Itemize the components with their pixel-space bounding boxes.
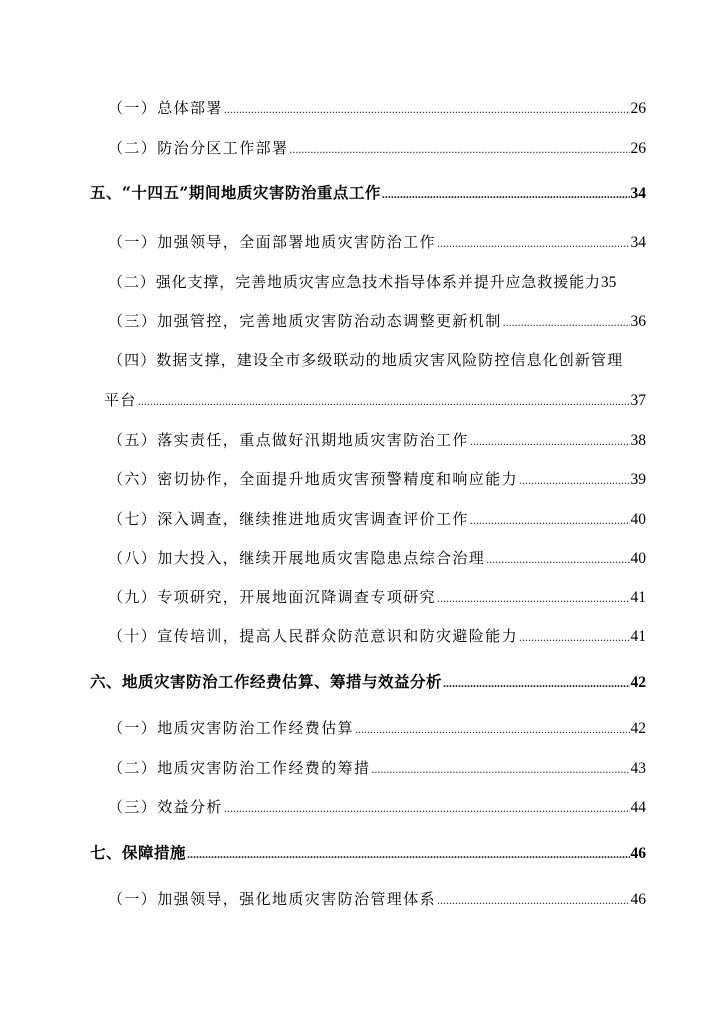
toc-entry-label: （二）地质灾害防治工作经费的筹措 (108, 759, 371, 777)
dot-leader (187, 842, 629, 866)
toc-entry[interactable] (108, 624, 646, 648)
toc-entry-label: （十）宣传培训，提高人民群众防范意识和防灾避险能力 (108, 627, 519, 645)
toc-chapter-entry[interactable] (90, 670, 646, 694)
toc-entry-page: 37 (630, 392, 646, 409)
toc-entry[interactable] (108, 136, 646, 160)
toc-entry-label: （一）总体部署 (108, 99, 223, 117)
toc-entry-page: 41 (630, 589, 646, 606)
toc-entry-label-line1[interactable]: （四）数据支撑，建设全市多级联动的地质灾害风险防控信息化创新管理 (108, 351, 624, 369)
toc-entry[interactable] (108, 795, 646, 819)
dot-leader (470, 508, 630, 532)
toc-chapter-label: 七、保障措施 (90, 843, 187, 862)
toc-entry[interactable] (108, 467, 646, 491)
toc-entry[interactable] (108, 716, 646, 740)
toc-entry-page: 43 (630, 760, 646, 777)
dot-leader (138, 389, 630, 413)
dot-leader (437, 231, 629, 255)
dot-leader (503, 310, 630, 334)
toc-entry-page: 34 (630, 234, 646, 251)
dot-leader (470, 429, 630, 453)
dot-leader (519, 468, 629, 492)
toc-entry-page: 42 (630, 720, 646, 737)
toc-entry-label: （五）落实责任，重点做好汛期地质灾害防治工作 (108, 431, 469, 449)
toc-entry-page: 44 (630, 799, 646, 816)
toc-entry-page: 38 (630, 432, 646, 449)
toc-entry[interactable] (104, 388, 646, 412)
toc-chapter-entry[interactable] (90, 841, 646, 865)
dot-leader (289, 137, 629, 161)
toc-entry-label: （六）密切协作，全面提升地质灾害预警精度和响应能力 (108, 470, 519, 488)
dot-leader (224, 97, 630, 121)
toc-entry-page: 40 (630, 550, 646, 567)
toc-chapter-label: 五、“十四五”期间地质灾害防治重点工作 (90, 183, 381, 202)
dot-leader (519, 625, 629, 649)
toc-entry-page: 46 (630, 891, 646, 908)
toc-entry-label-line2: 平台 (104, 391, 137, 409)
toc-entry-page: 39 (630, 471, 646, 488)
toc-entry-label: （七）深入调查，继续推进地质灾害调查评价工作 (108, 510, 469, 528)
toc-entry-label: （二）防治分区工作部署 (108, 139, 289, 157)
dot-leader (371, 757, 629, 781)
toc-entry[interactable] (108, 507, 646, 531)
toc-entry[interactable] (108, 887, 646, 911)
dot-leader (437, 888, 629, 912)
dot-leader (224, 796, 630, 820)
toc-entry[interactable] (108, 546, 646, 570)
toc-entry-page: 26 (630, 140, 646, 157)
toc-entry-label: （九）专项研究，开展地面沉降调查专项研究 (108, 588, 437, 606)
toc-chapter-entry[interactable] (90, 181, 646, 205)
toc-entry[interactable] (108, 585, 646, 609)
toc-entry-label: （一）加强领导，强化地质灾害防治管理体系 (108, 890, 437, 908)
dot-leader (437, 586, 629, 610)
toc-entry[interactable] (108, 309, 646, 333)
toc-entry-page: 34 (630, 185, 646, 202)
toc-entry[interactable] (108, 756, 646, 780)
toc-entry-page: 26 (630, 100, 646, 117)
dot-leader (486, 547, 629, 571)
toc-entry-page: 41 (630, 628, 646, 645)
toc-entry-label: （三）加强管控，完善地质灾害防治动态调整更新机制 (108, 312, 502, 330)
toc-entry-label: （三）效益分析 (108, 798, 223, 816)
toc-entry-page: 42 (630, 674, 646, 691)
toc-entry-page: 46 (630, 845, 646, 862)
toc-chapter-label: 六、地质灾害防治工作经费估算、筹措与效益分析 (90, 672, 443, 691)
dot-leader (355, 717, 629, 741)
dot-leader (443, 671, 629, 695)
toc-entry-label: （八）加大投入，继续开展地质灾害隐患点综合治理 (108, 549, 486, 567)
toc-entry[interactable] (108, 230, 646, 254)
toc-entry-label: （一）地质灾害防治工作经费估算 (108, 719, 355, 737)
toc-entry-page: 35 (600, 274, 617, 291)
toc-entry-label: （二）强化支撑，完善地质灾害应急技术指导体系并提升应急救援能力 (108, 273, 601, 291)
toc-entry[interactable] (108, 428, 646, 452)
toc-entry-page: 40 (630, 511, 646, 528)
toc-entry-label: （一）加强领导，全面部署地质灾害防治工作 (108, 233, 437, 251)
toc-entry-page: 36 (630, 313, 646, 330)
toc-entry[interactable] (108, 270, 654, 294)
dot-leader (382, 182, 630, 206)
toc-entry[interactable] (108, 96, 646, 120)
